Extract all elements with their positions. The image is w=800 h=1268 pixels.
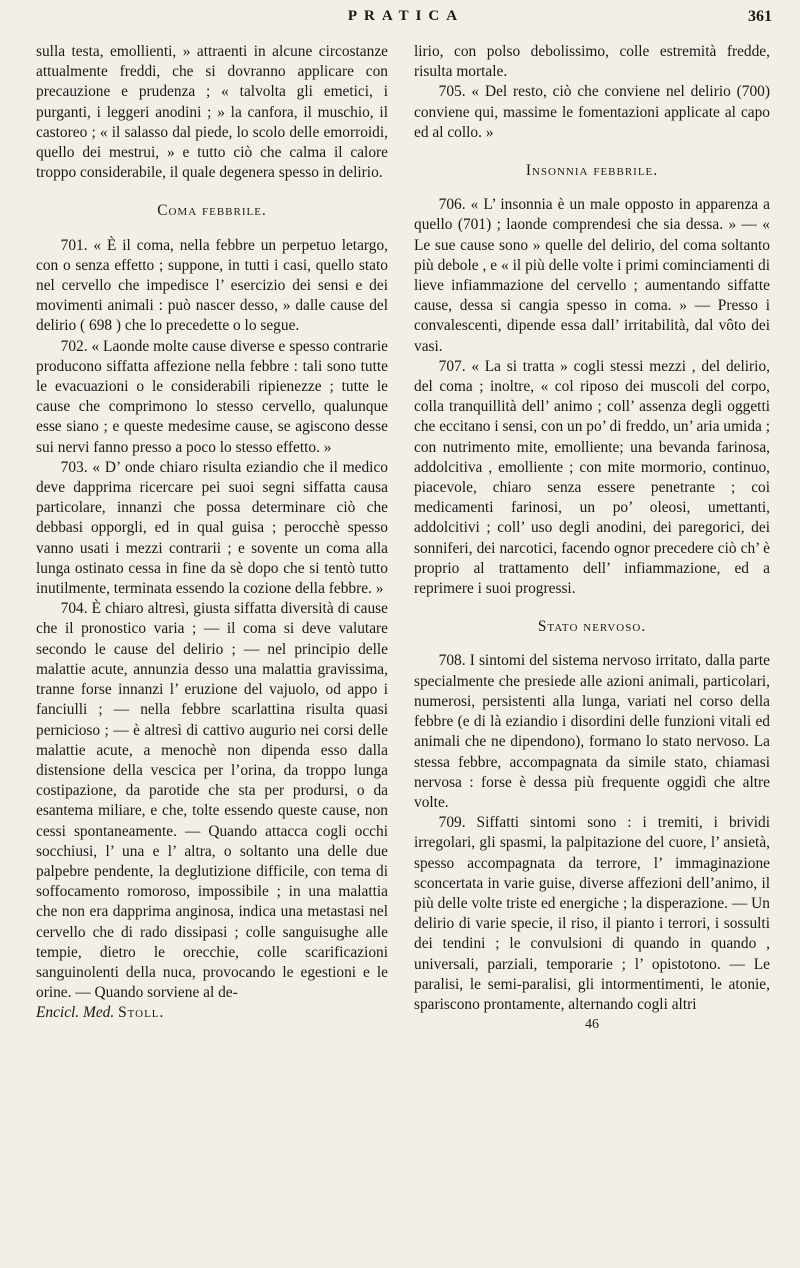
left-column [36, 42, 388, 1024]
paragraph-709: 709. Siffatti sintomi sono : i tremiti, i brividi irregolari, gli spasmi, la palpitazione del cuore, l’ ansietà, spesso accompagnata da terrore, l’ immaginazione sconcertata in varie guise, diverse affezioni dell’animo, il più delle volte triste ed energiche ; la disperazione. — Un delirio di varie specie, il riso, il pianto i terrori, i sossulti dei tendini ; le convulsioni di quando in quando , universali, parziali, temporarie ; l’ opistotono. — Le paralisi, le semi-paralisi, gli intormentimenti, le atonie, spariscono prontamente, alternando cogli altri [414, 814, 770, 1013]
paragraph-705: 705. « Del resto, ciò che conviene nel delirio (700) conviene qui, massime le fomentazioni applicate al capo ed al collo. » [414, 83, 770, 141]
running-head: PRATICA [347, 8, 465, 24]
paragraph-702: 702. « Laonde molte cause diverse e spesso contrarie producono siffatta affezione nella febbre : tali sono tutte le evacuazioni o le considerabili ripienezze ; tutte le cause che comprimono lo stesso cervello, qualunque esse siano ; e queste medesime cause, se agiscono desse sui nervi fanno presso a poco lo stesso effetto. » [36, 337, 388, 456]
paragraph-706: 706. « L’ insonnia è un male opposto in apparenza a quello (701) ; laonde comprendesi che sia dessa. » — « Le sue cause sono » quelle del delirio, del coma soltanto più debole , e « il più delle volte i primi cominciamenti di lieve infiammazione del cervello ; aumentando siffatte cause, dessa si cangia spesso in coma. » — Presso i convalescenti, dipende essa dall’ irritabilità, dal vôto dei vasi. [414, 196, 770, 355]
paragraph-703: 703. « D’ onde chiaro risulta eziandio che il medico deve dapprima ricercare pei suoi segni siffatta causa particolare, innanzi che possa determinare ciò che debbasi opporgli, ed in qual guisa ; perocchè spesso vanno usati i mezzi contrarii ; e sovente un coma alla lunga ostinato cessa in fine da sè dopo che si tentò tutto inutilmente, terminata essendo la cozione della febbre. » [36, 458, 388, 598]
signature-line [36, 1003, 388, 1023]
signature-encyclopedia: Encicl. Med. [36, 1004, 115, 1022]
paragraph-continued-right: lirio, con polso debolissimo, colle estremità fredde, risulta mortale. [414, 43, 770, 81]
signature-source: Stoll. [118, 1004, 165, 1022]
page-number: 361 [748, 8, 772, 25]
paragraph-701: 701. « È il coma, nella febbre un perpetuo letargo, con o senza effetto ; suppone, in tutti i casi, quello stato nel cervello che impedisce l’ esercizio dei sensi e dei movimenti animali : può nascer desso, » dalle cause del delirio ( 698 ) che lo precedette o lo segue. [36, 236, 388, 335]
signature-number: 46 [585, 1017, 599, 1033]
paragraph-704: 704. È chiaro altresì, giusta siffatta diversità di cause che il pronostico varia ; — il coma si deve valutare secondo le cause del delirio ; — nel principio delle malattie acute, annunzia desso una malattia gravissima, tranne forse innanzi l’ eruzione del vajuolo, od appo i fanciulli ; — nella febbre scarlattina risulta quasi pernicioso ; — è altresì di cattivo augurio nei corsi delle malattie acute, a menochè non dipenda esso dalla distensione della vescica per l’orina, da troppo lunga costipazione, da parotide che sta per prodursi, o da esantema miliare, e che, tolte essendo queste cause, non cessi spontaneamente. — Quando attacca cogli occhi socchiusi, l’ una e l’ altra, o soltanto una delle due palpebre pendente, la deglutizione difficile, con tema di soffocamento romoroso, impossibile ; in una malattia che non era dapprima anginosa, indica una metastasi nel cervello che di rado dissipasi ; colle sanguisughe alle tempie, dietro le orecchie, colle scarificazioni sanguinolenti della nuca, provocando le egestioni e le orine. — Quando sorviene al de- [36, 600, 388, 1002]
paragraph-continued: sulla testa, emollienti, » attraenti in alcune circostanze attualmente freddi, che si dovranno applicare con precauzione e prudenza ; « talvolta gli emetici, i purganti, i leggeri anodini ; » la canfora, il muschio, il castoreo ; « il salasso dal piede, lo scolo delle emorroidi, quello dei mestrui, » e tutto ciò che calma il calore troppo considerabile, il quale degenera spesso in delirio. [36, 43, 388, 182]
paragraph-707: 707. « La si tratta » cogli stessi mezzi , del delirio, del coma ; inoltre, « col riposo dei muscoli del corpo, colla tranquillità dell’ animo ; coll’ assenza degli oggetti che eccitano i sensi, con un po’ di freddo, un’ aria umida ; con nutrimento mite, emolliente; una bevanda farinosa, addolcitiva , emolliente ; con mite mormorio, continuo, piacevole, chiaro senza essere penetrante ; coi medicamenti farinosi, un po’ oleosi, umettanti, addolcitivi ; coll’ uso degli anodini, dei paregorici, dei sonniferi, dei narcotici, facendo ognor precedere ciò ch’ è proprio al trattamento dell’ infiammazione, ed a reprimere i suoi progressi. [414, 357, 770, 598]
section-title-coma-febbrile: Coma febbrile. [157, 202, 267, 220]
section-title-insonnia-febbrile: Insonnia febbrile. [525, 162, 659, 180]
section-title-stato-nervoso: Stato nervoso. [537, 618, 647, 636]
paragraph-708: 708. I sintomi del sistema nervoso irritato, dalla parte specialmente che presiede alle azioni animali, particolari, numerosi, persistenti alla lunga, variati nel corso della febbre (e di là eziandio i disordini delle funzioni vitali ed animali che ne dipendono), formano lo stato nervoso. La stessa febbre, accompagnata da simile stato, chiamasi nervosa : forse è dessa più frequente oggidì che altre volte. [414, 652, 770, 811]
right-column [414, 42, 770, 1035]
page-header [40, 8, 772, 34]
